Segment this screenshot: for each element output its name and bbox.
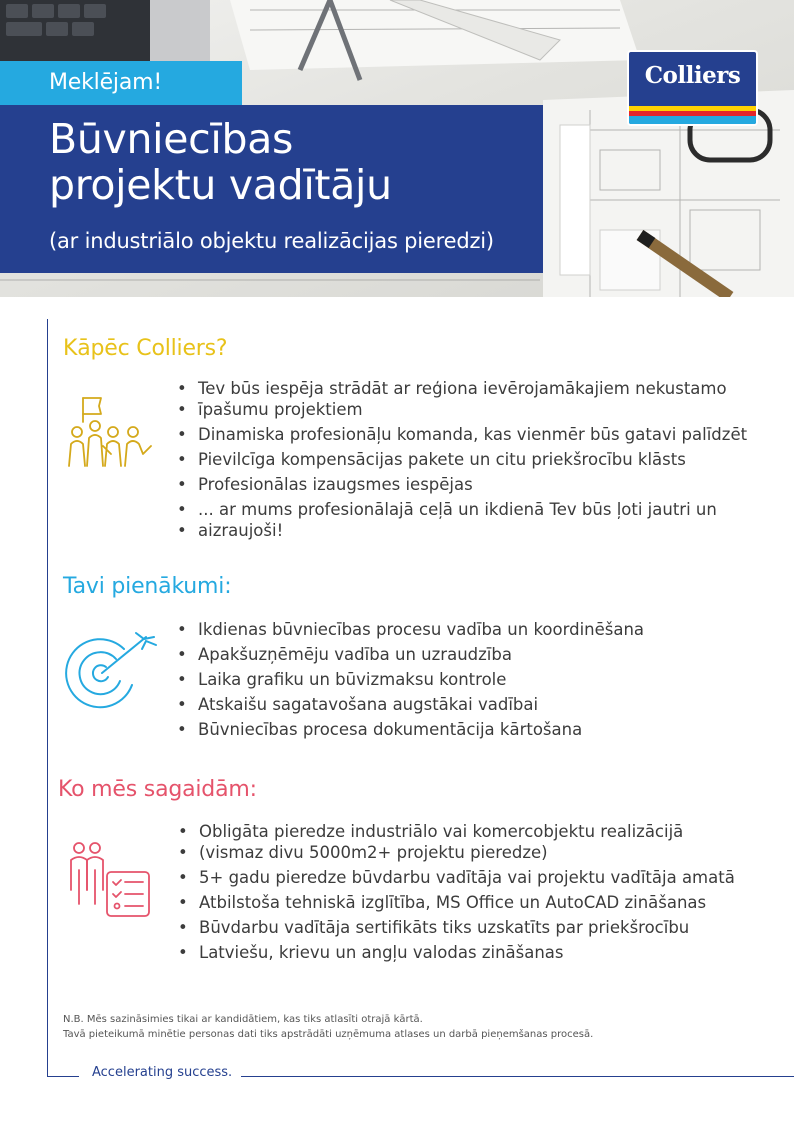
list-item-continuation [177,399,747,420]
frame-rule-vertical [47,319,48,1076]
frame-rule-bottom-left [47,1076,79,1077]
logo-stripe-blue [629,116,756,124]
list-item: • ... ar mums profesionālajā ceļā un ikdienā Tev būs ļoti jautri un [177,499,747,520]
section-title-expect: Ko mēs sagaidām: [58,777,257,802]
list-item: • Ikdienas būvniecības procesu vadība un koordinēšana [177,619,644,640]
section-title-why: Kāpēc Colliers? [63,336,228,361]
list-item-continuation [178,842,735,863]
list-item-continuation-text: (vismaz divu 5000m2+ projektu pieredze) [199,843,548,862]
list-item: • Dinamiska profesionāļu komanda, kas vienmēr būs gatavi palīdzēt [177,424,747,445]
title-box [0,105,543,273]
list-item-continuation-text: īpašumu projektiem [198,400,363,419]
tag-bar: Meklējam! [0,61,242,105]
list-item: • Būvdarbu vadītāja sertifikāts tiks uzskatīts par priekšrocību [178,917,735,938]
list-item: • Atbilstoša tehniskā izglītība, MS Office un AutoCAD zināšanas [178,892,735,913]
title-line-1: Būvniecības [49,115,294,163]
footer-tagline: Accelerating success. [92,1065,233,1080]
why-list [177,378,747,545]
section-title-duties: Tavi pienākumi: [63,574,232,599]
list-item: • Pievilcīga kompensācijas pakete un citu priekšrocību klāsts [177,449,747,470]
note-line-2: Tavā pieteikumā minētie personas dati tiks apstrādāti uzņēmuma atlases un darbā pieņemšanas procesā. [63,1029,594,1040]
list-item-continuation [177,520,747,541]
title-line-2: projektu vadītāju [49,161,392,209]
logo-text: Colliers [644,62,741,89]
colliers-logo [627,50,758,126]
target-arrow-icon [62,627,158,717]
list-item: • Apakšuzņēmēju vadība un uzraudzība [177,644,644,665]
team-with-flag-icon [63,394,155,474]
list-item: • Profesionālas izaugsmes iespējas [177,474,747,495]
note-line-1: N.B. Mēs sazināsimies tikai ar kandidātiem, kas tiks atlasīti otrajā kārtā. [63,1014,423,1025]
list-item: • Būvniecības procesa dokumentācija kārtošana [177,719,644,740]
privacy-note [63,1012,593,1042]
duties-list [177,619,644,744]
people-checklist-icon [67,840,153,924]
expect-list [178,821,735,967]
list-item: • Obligāta pieredze industriālo vai komercobjektu realizācijā [178,821,735,842]
list-item-continuation-text: aizraujoši! [198,521,284,540]
hero-banner [0,0,794,297]
list-item: • Laika grafiku un būvizmaksu kontrole [177,669,644,690]
frame-rule-bottom-right [241,1076,794,1077]
list-item: • Tev būs iespēja strādāt ar reģiona ievērojamākajiem nekustamo [177,378,747,399]
list-item: • Latviešu, krievu un angļu valodas zināšanas [178,942,735,963]
list-item: • 5+ gadu pieredze būvdarbu vadītāja vai projektu vadītāja amatā [178,867,735,888]
title-subtitle: (ar industriālo objektu realizācijas pieredzi) [49,229,494,253]
list-item: • Atskaišu sagatavošana augstākai vadībai [177,694,644,715]
